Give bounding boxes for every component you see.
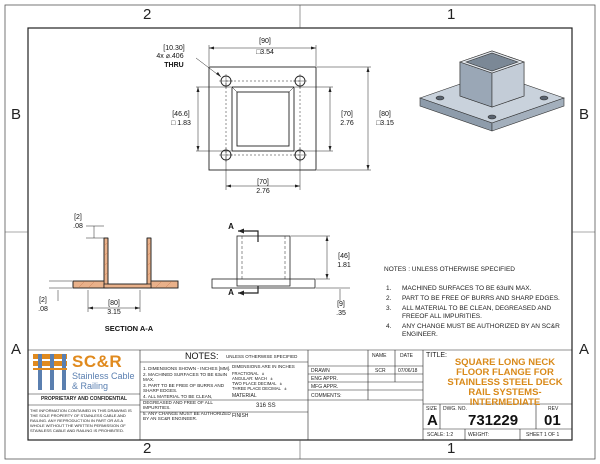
zone-label-right-a: A (579, 341, 590, 358)
tb-drawn-label: DRAWN (311, 368, 330, 374)
front-height: 1.81 (337, 262, 351, 269)
zone-label-left-b: B (11, 106, 22, 123)
zone-label-top-right: 1 (447, 6, 456, 23)
notes-heading: NOTES : UNLESS OTHERWISE SPECIFIED (384, 266, 515, 273)
tb-material: 316 SS (256, 403, 276, 409)
section-label: SECTION A-A (104, 324, 154, 333)
tb-weight: WEIGHT: (468, 432, 489, 438)
overall-height: □3.15 (376, 120, 394, 127)
zone-label-left-a: A (11, 341, 22, 358)
isometric-view (420, 51, 564, 131)
tb-date-label: DATE (400, 353, 413, 359)
proprietary-heading: PROPRIETARY AND CONFIDENTIAL (40, 396, 128, 402)
logo-line2: & Railing (72, 381, 109, 391)
note-4-text: ANY CHANGE MUST BE AUTHORIZED BY AN SC&R ENGINEER. (402, 323, 560, 338)
logo-mark (33, 354, 67, 390)
hole-dim-bracket: [10.30] (163, 45, 185, 52)
front-base: .35 (336, 310, 346, 317)
tb-drawn-name: SCR (375, 368, 386, 374)
note-1-text: MACHINED SURFACES TO BE 63uIN MAX. (402, 285, 532, 292)
front-height-bracket: [46] (338, 253, 350, 260)
note-1-num: 1. (386, 285, 392, 292)
hole-thru: THRU (164, 62, 184, 69)
tb-dwg-number: 731229 (468, 412, 519, 429)
proprietary-text: THE INFORMATION CONTAINED IN THIS DRAWING IS THE SOLE PROPERTY OF STAINLESS CABLE AND RAILING. ANY REPRODUCTION IN PART OR AS A WHOLE WITHOUT THE WRITTEN PERMISSION OF STAINLESS CABLE AND RAILING IS PROHIBITED. (30, 408, 132, 433)
tube-height-bracket: [70] (341, 111, 353, 118)
zone-label-bottom-right: 1 (447, 440, 456, 457)
tb-size: A (427, 412, 438, 429)
section-width-bracket: [80] (108, 300, 120, 307)
note-3-text: ALL MATERIAL TO BE CLEAN, DEGREASED AND FREEOF ALL IMPURITIES. (402, 305, 552, 320)
note-2-num: 2. (386, 295, 392, 302)
zone-label-bottom-left: 2 (143, 440, 152, 457)
tb-rev: 01 (544, 412, 561, 429)
tb-dwg-label: DWG. NO. (443, 406, 467, 412)
tb-material-label: MATERIAL (232, 393, 257, 399)
tb-notes-unless: UNLESS OTHERWISE SPECIFIED (226, 354, 298, 359)
bottom-width: 2.76 (256, 188, 270, 195)
tb-dims-in: DIMENSIONS ARE IN INCHES (232, 364, 295, 369)
tb-mfg-label: MFG APPR. (311, 384, 339, 390)
tb-title: SQUARE LONG NECK FLOOR FLANGE FOR STAINLESS STEEL DECK RAIL SYSTEMS-INTERMEDIATE (447, 357, 563, 408)
inner-height-bracket: [46.6] (172, 111, 190, 118)
zone-label-right-b: B (579, 106, 590, 123)
logo-line1: Stainless Cable (72, 371, 135, 381)
tb-comments-label: COMMENTS: (311, 393, 342, 399)
tb-eng-label: ENG APPR. (311, 376, 338, 382)
note-4-num: 4. (386, 323, 392, 330)
front-base-bracket: [9] (337, 301, 345, 308)
section-base-bracket: [2] (39, 297, 47, 304)
tube-height: 2.76 (340, 120, 354, 127)
section-width: 3.15 (107, 309, 121, 316)
tb-title-label: TITLE: (426, 352, 448, 359)
section-wall-bracket: [2] (74, 214, 82, 221)
tb-notes-label: NOTES: (185, 351, 219, 361)
tb-drawn-date: 07/06/18 (398, 368, 418, 374)
section-base: .08 (38, 306, 48, 313)
overall-height-bracket: [80] (379, 111, 391, 118)
note-2-text: PART TO BE FREE OF BURRS AND SHARP EDGES. (402, 295, 560, 302)
hole-spec: 4x ⌀.406 (156, 53, 184, 60)
tb-size-label: SIZE (426, 406, 438, 412)
tb-sheet: SHEET 1 OF 1 (526, 432, 560, 438)
tb-tolerances: FRACTIONAL ± ANGULAR: MACH ± TWO PLACE DECIMAL ± THREE PLACE DECIMAL ± (232, 371, 287, 391)
section-marker-top: A (228, 222, 234, 231)
overall-width: □3.54 (256, 49, 274, 56)
bottom-width-bracket: [70] (257, 179, 269, 186)
note-3-num: 3. (386, 305, 392, 312)
section-marker-bottom: A (228, 288, 234, 297)
inner-height: □ 1.83 (171, 120, 191, 127)
zone-label-top-left: 2 (143, 6, 152, 23)
tb-rev-label: REV (548, 406, 559, 412)
tb-notes-body: 1. DIMENSIONS SHOWN - INCHES [MM]. 2. MACHINED SURFACES TO BE 63uIN MAX. 3. PART TO BE FREE OF BURRS AND SHARP EDGES. 4. ALL MATERIAL TO BE CLEAN, DEGREASED AND FREE OF ALL IMPURITIES. 5. ANY CHANGE MUST BE AUTHORIZED BY AN SC&R ENGINEER. (143, 366, 231, 422)
overall-width-bracket: [90] (259, 38, 271, 45)
tb-scale: SCALE: 1:2 (427, 432, 454, 438)
tb-name-label: NAME (372, 353, 387, 359)
section-wall: .08 (73, 223, 83, 230)
logo-brand: SC&R (72, 352, 123, 371)
tb-finish-label: FINISH (232, 413, 249, 419)
